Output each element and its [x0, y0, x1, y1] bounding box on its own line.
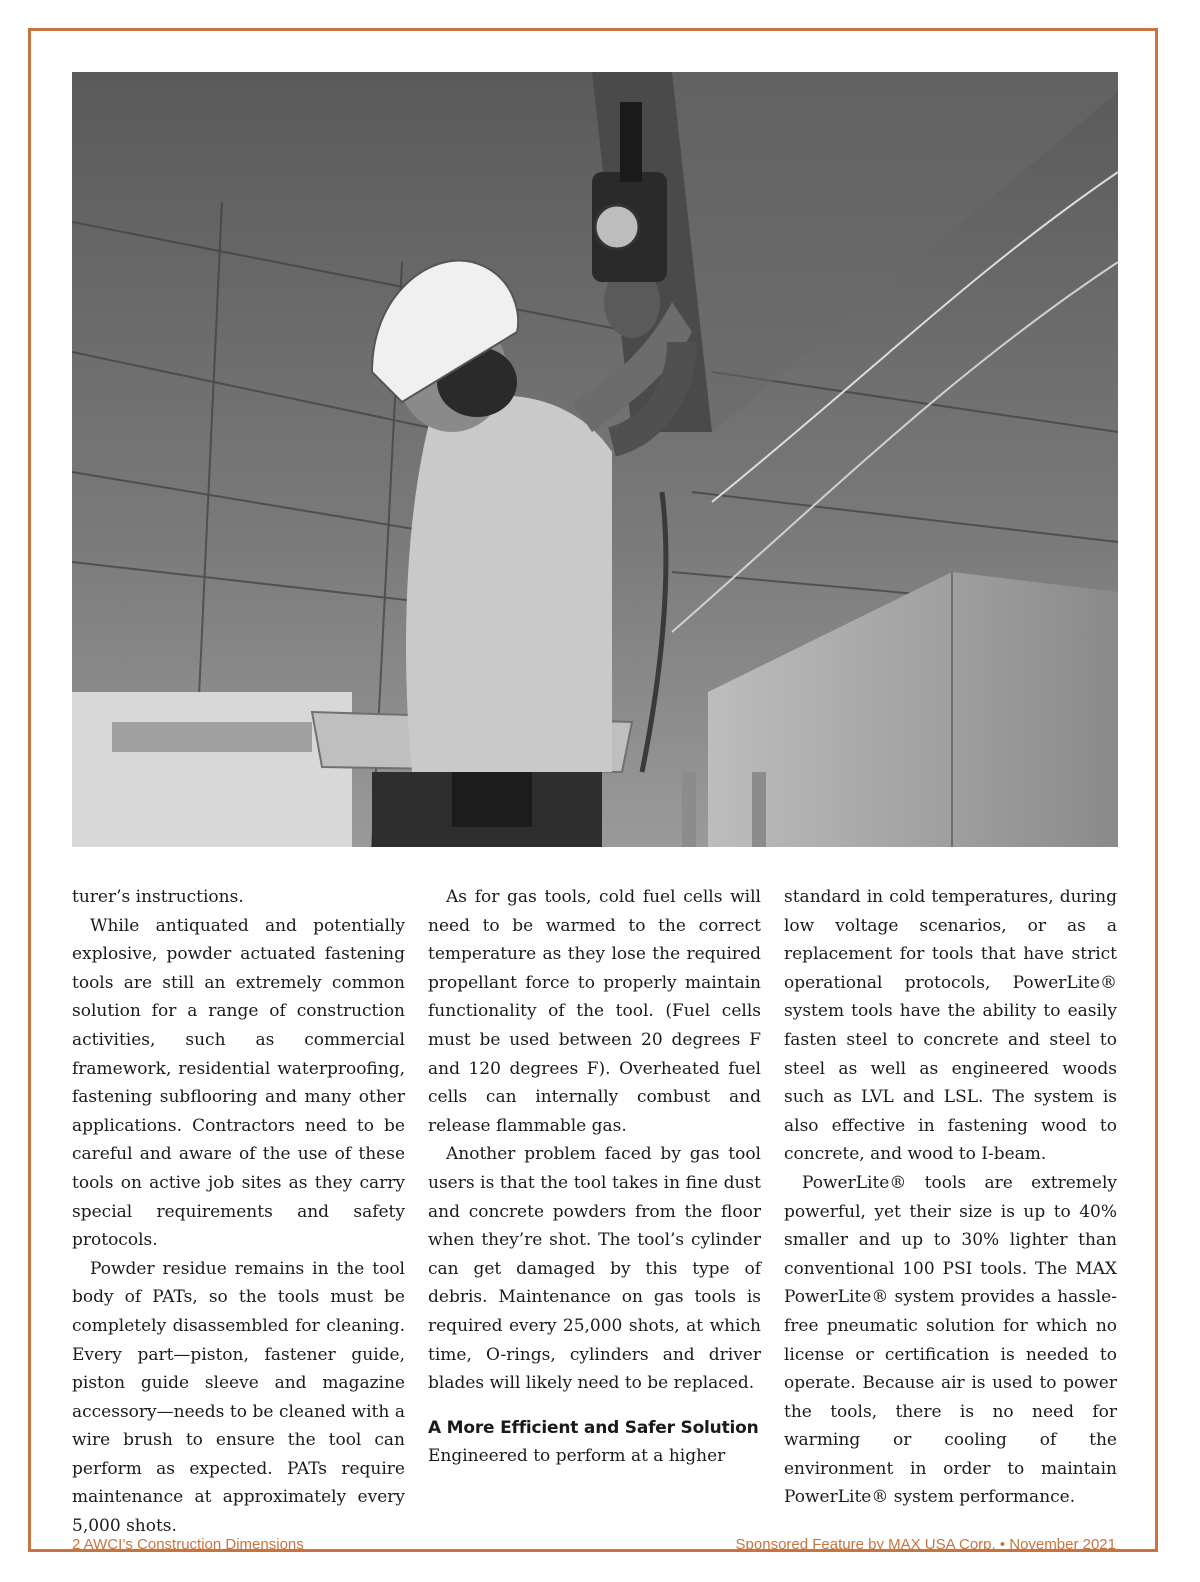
footer-page-number-publication: 2 AWCI’s Construction Dimensions [72, 1536, 304, 1553]
paragraph: As for gas tools, cold fuel cells will need to be warmed to the correct temperature as they lose the required propellant force to properly maintain functionality of the tool. (Fuel cells must be used between 20 degrees F and 120 degrees F). Overheated fuel cells can internally combust and release flammable gas. [428, 887, 761, 1136]
text-column-3 [784, 883, 1117, 1512]
section-heading: A More Efficient and Safer Solution [428, 1417, 759, 1438]
construction-worker-photo [72, 72, 1118, 847]
text-column-2 [428, 883, 761, 1470]
footer-sponsor-date: Sponsored Feature by MAX USA Corp. • November 2021 [735, 1536, 1116, 1553]
paragraph: turer’s instructions. [72, 887, 244, 907]
paragraph: Another problem faced by gas tool users is that the tool takes in fine dust and concrete powders from the floor when they’re shot. The tool’s cylinder can get damaged by this type of debris. Maintenance on gas tools is required every 25,000 shots, at which time, O-rings, cylinders and driver blades will likely need to be replaced. [428, 1144, 761, 1394]
text-column-1 [72, 883, 405, 1541]
photo-illustration [72, 72, 1118, 847]
paragraph: Engineered to perform at a higher [428, 1445, 726, 1466]
paragraph: While antiquated and potentially explosive, powder actuated fastening tools are still an extremely common solution for a range of construction activities, such as commercial framework, residential waterproofing, fastening subflooring and many other applications. Contractors need to be careful and aware of the use of these tools on active job sites as they carry special requirements and safety protocols. [72, 915, 405, 1251]
paragraph: Powder residue remains in the tool body of PATs, so the tools must be completely disassembled for cleaning. Every part—piston, fastener guide, piston guide sleeve and magazine accessory—needs to be cleaned with a wire brush to ensure the tool can perform as expected. PATs require maintenance at approximately every 5,000 shots. [72, 1258, 405, 1537]
paragraph: standard in cold temperatures, during low voltage scenarios, or as a replacement for tools that have strict operational protocols, PowerLite® system tools have the ability to easily fasten steel to concrete and steel to steel as well as engineered woods such as LVL and LSL. The system is also effective in fastening wood to concrete, and wood to I-beam. [784, 887, 1117, 1165]
paragraph: PowerLite® tools are extremely powerful, yet their size is up to 40% smaller and up to 30% lighter than conventional 100 PSI tools. The MAX PowerLite® system provides a hassle-free pneumatic solution for which no license or certification is needed to operate. Because air is used to power the tools, there is no need for warming or cooling of the environment in order to maintain PowerLite® system performance. [784, 1172, 1117, 1508]
